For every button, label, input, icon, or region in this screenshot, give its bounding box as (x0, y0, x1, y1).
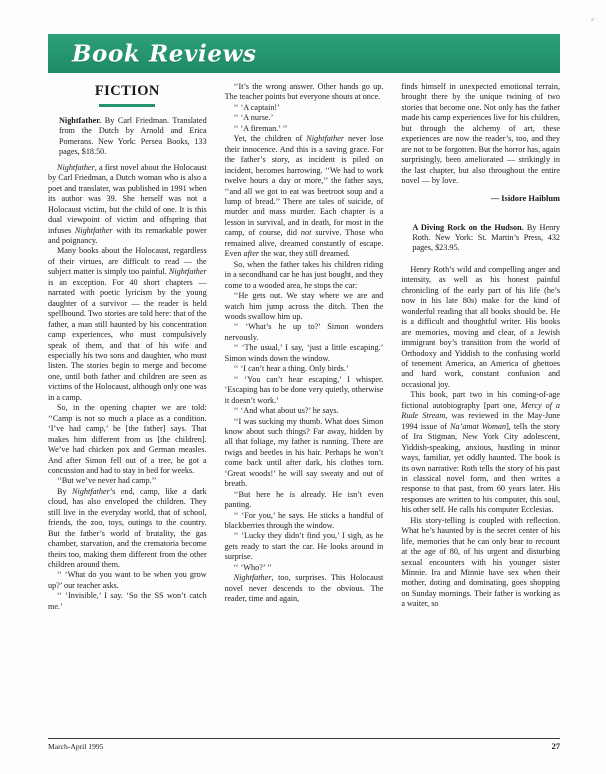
page-footer (48, 742, 560, 751)
review-1-para-12: Yet, the children of Nightfather never lose their innocence. And this is a saving grace. For the father’s story, as incident is piled on incident, becomes harrowing. ‘‘We had to work twelve hours a day or more,’’ the father says, ‘‘and all we got to eat was beetroot soup and a lump of bread.’’ There are tales of suicide, of murder and mass murder. Each chapter is a lesson in survival, and in death, for most in the camp, of course, did not survive. Those who remained alive, dreamed constantly of escape. Even after the war, they still dreamed. (224, 134, 384, 259)
review-1-para-10: ‘‘ ‘A nurse.’ (233, 113, 274, 123)
column-1 (48, 82, 207, 722)
review-1-para-13: So, when the father takes his children riding in a secondhand car he has just bought, and they come to a wooded area, he stops the car: (224, 259, 384, 290)
review-1-para-15: ‘‘ ‘What’s he up to?’ Simon wonders nervously. (224, 322, 384, 342)
review-1-para-4: ‘‘But we’ve never had camp.’’ (57, 476, 157, 486)
review-1-para-21: ‘‘But here he is already. He isn’t even panting. (224, 489, 384, 510)
review-1-para-2: Many books about the Holocaust, regardless of their virtues, are difficult to read — the subject matter is simply too painful. Nightfather is an exception. For 40 short chapters — narrated with poetic lyricism by the young daughter of a survivor — the reader is held spellbound. Two stories are told here: that of the father, a man still haunted by his concentration camp experiences, who must compulsively speak of them, and that of his wife and especially his two sons and daughter, who must listen. The stories begin to merge and become one, until both father and children are seen as victims of the Holocaust, although only one was in a camp. (48, 246, 207, 402)
review-1-para-25: Nightfather, too, surprises. This Holocaust novel never descends to the obvious. The reader, time and again, (224, 573, 384, 604)
book-reviews-banner (48, 34, 560, 73)
review-1-para-7: ‘‘ ‘Invisible,’ I say. ‘So the SS won’t catch me.’ (48, 591, 207, 611)
review-1-para-5: By Nightfather’s end, camp, like a dark cloud, has also enveloped the children. They still live in the everyday world, that of school, friends, the zoo, toys, outings to the country. But the father’s world of brutality, the gas chamber, starvation, and the crematoria become theirs too, making them different from the other children around them. (48, 486, 207, 570)
review-1-para-24: ‘‘ ‘Who?’ ’’ (233, 562, 272, 572)
review-1-title: Nightfather. (59, 116, 102, 125)
review-1-para-18: ‘‘ ‘You can’t hear escaping,’ I whisper. ‘Escaping has to be done very quietly, otherwise it doesn’t work.’ (224, 374, 384, 405)
section-heading-rule (99, 104, 155, 107)
section-heading: FICTION (94, 83, 160, 99)
review-1-para-14: ‘‘He gets out. We stay where we are and watch him jump across the ditch. Then the woods swallow him up. (224, 291, 384, 321)
review-1-para-6: ‘‘ ‘What do you want to be when you grow up?’ our teacher asks. (48, 570, 207, 590)
page-number: 27 (551, 742, 560, 751)
review-1-para-17: ‘‘ ‘I can’t hear a thing. Only birds.’ (233, 364, 349, 374)
spacer (401, 204, 560, 223)
review-1-para-16: ‘‘ ‘The usual,’ I say, ‘just a little escaping.’ Simon winds down the window. (224, 343, 384, 363)
page-edge-mark (591, 18, 594, 21)
review-2-para-3: His story-telling is coupled with reflection. What he’s haunted by is the secret center of his life, memories that he can only bear to recount at the age of 80, of his urgent and disturbing sexual encounters with his younger sister Minnie. Ira and Minnie have sex when their mother, doting and dominating, goes shopping on Sunday mornings. Their father is working as a waiter, so (401, 515, 561, 609)
spacer (401, 254, 560, 265)
footer-divider (48, 738, 560, 739)
review-1-credit: By Carl Friedman. Translated from the Dutch by Arnold and Erica Pomerans. New York: Persea Books, 133 pages, $18.50. (59, 116, 207, 157)
review-1-para-1: Nightfather, a first novel about the Holocaust by Carl Friedman, a Dutch woman who is also a poet and translater, was published in 1991 when its author was 39. She herself was not a Holocaust victim, but the child of one. It is this dual viewpoint of victim and offspring that infuses Nightfather with its remarkable power and poignancy. (48, 162, 207, 245)
review-1-para-11: ‘‘ ‘A fireman.’ ’’ (233, 123, 288, 133)
review-1-byline: — Isidore Haiblum (490, 193, 561, 203)
review-2-para-1: Henry Roth’s wild and compelling anger and intensity, as well as his honest painful chronicling of the early part of his life (he’s now in his late 80s) make for the kind of wonderful reading that all books should be. He is a difficult and thoughtful writer. His books are memories, moving and clear, of a Jewish immigrant boy’s transition from the world of Orthodoxy and Yiddish to the confusing world of tenement America, an America of ghettoes and hard work, constant confusion and occasional joy. (401, 264, 561, 389)
review-2-title: A Diving Rock on the Hudson. (412, 222, 524, 232)
review-1-para-22: ‘‘ ‘For you,’ he says. He sticks a handful of blackberries through the window. (224, 510, 384, 531)
review-1-para-25-cont: finds himself in unexpected emotional terrain, brought there by the unique twining of two stories that become one. Not only has the father made his camp experiences live for his children, but through the alchemy of art, these experiences are now the reader’s, too, and they are not to be forgotten. But the horror has, again surprisingly, been ameliorated — strikingly in the last chapter, but also throughout the entire novel — by love. (401, 82, 561, 186)
review-2-headnote (401, 223, 560, 254)
column-2 (225, 82, 384, 722)
review-1-para-8: ‘‘It’s the wrong answer. Other hands go up. The teacher points but everyone shouts at once. (224, 82, 384, 102)
banner-title: Book Reviews (72, 40, 257, 67)
review-1-headnote (48, 116, 207, 158)
article-columns (48, 82, 560, 722)
review-1-para-23: ‘‘ ‘Lucky they didn’t find you,’ I sigh, as he gets ready to start the car. He looks around in surprise. (224, 531, 384, 562)
review-2-para-2: This book, part two in his coming-of-age fictional autobiography [part one, Mercy of a Rude Stream, was reviewed in the May-June 1994 issue of Na’amat Woman], tells the story of Ira Stigman, New York City adolescent, Yiddish-speaking, anxious, hustling in minor ways, familiar, yet oddly haunted. The book is its own narrative: Roth tells the story of his past in classical novel form, and then writes a response to that past, from 60 years later. His responses are written to his computer, this soul, his other self. He calls his computer Ecclesias. (401, 390, 561, 515)
column-3 (401, 82, 560, 722)
review-1-para-20: ‘‘I was sucking my thumb. What does Simon know about such things? Far away, hidden by all that foliage, my father is running. There are twigs and beetles in his hair. Perhaps he won’t come back until after dark, his clothes torn. ‘Great woods!’ he will say sweaty and out of breath. (224, 416, 384, 489)
review-1-para-9: ‘‘ ‘A captain!’ (233, 102, 280, 112)
review-1-para-19: ‘‘ ‘And what about us?’ he says. (233, 406, 339, 416)
issue-date: March-April 1995 (48, 742, 104, 751)
review-1-para-3: So, in the opening chapter we are told: ‘‘Camp is not so much a place as a condition. ‘I’ve had camp,’ he [the father] says. That makes him different from us [the children]. We’ve had chicken pox and German measles. And after Simon fell out of a tree, he got a concussion and had to stay in bed for weeks. (48, 403, 207, 475)
review-2-credit: By Henry Roth. New York: St. Martin’s Press, 432 pages, $23.95. (412, 222, 561, 253)
